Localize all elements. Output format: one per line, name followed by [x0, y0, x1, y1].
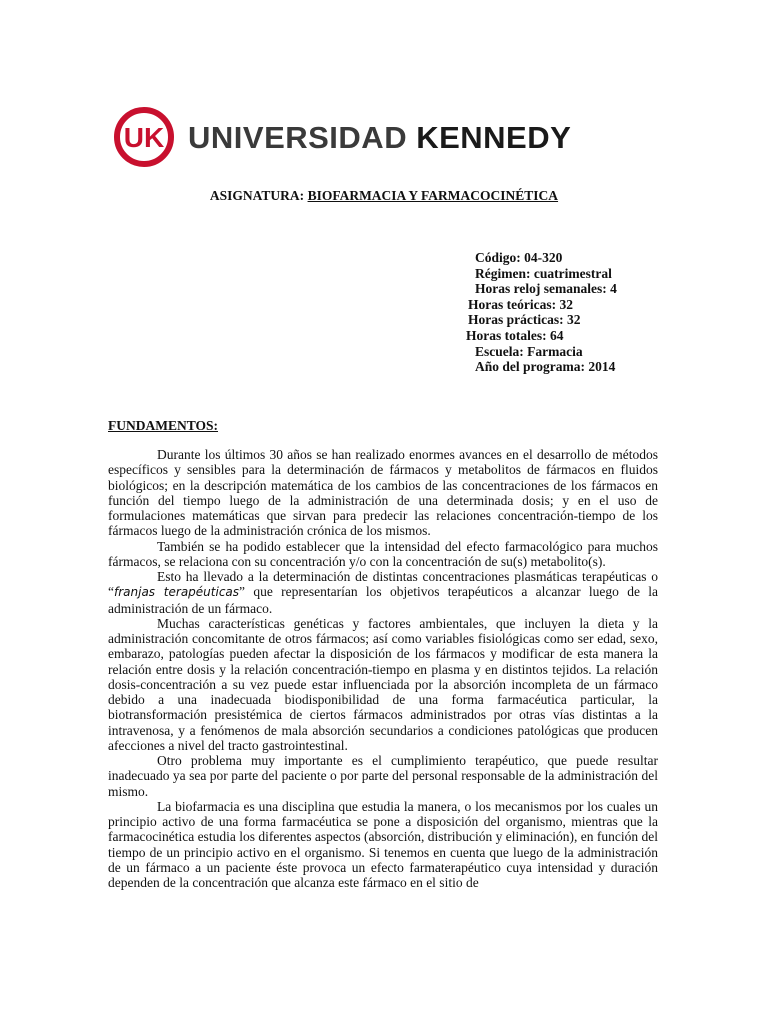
meta-weekly-hours: Horas reloj semanales: 4 — [475, 281, 617, 297]
section-body — [108, 447, 658, 890]
paragraph-3-end: ” que representarían los objetivos terapéuticos a alcanzar luego de la administración de un fármaco. — [108, 584, 658, 616]
logo-wordmark — [188, 120, 571, 156]
meta-total-hours: Horas totales: 64 — [466, 327, 564, 343]
paragraph-3-start: Esto ha llevado a la determinación de distintas concentraciones plasmáticas terapéuticas o “ — [108, 569, 658, 600]
subject-heading — [0, 188, 768, 204]
meta-school: Escuela: Farmacia — [475, 343, 583, 359]
university-logo — [108, 106, 572, 168]
logo-name-part1: UNIVERSIDAD — [188, 120, 408, 155]
subject-label: ASIGNATURA: — [209, 188, 305, 203]
course-meta — [466, 250, 617, 375]
paragraph-4: Muchas características genéticas y factores ambientales, que incluyen la dieta y la administración concomitante de otros fármacos; así como variables fisiológicas como ser edad, sexo, embarazo, patologías pueden afectar la disposición de los fármacos y modificar de esta manera la relación entre dosis y la relación concentración-tiempo en plasma y en distintos tejidos. La relación dosis-concentración a su vez puede estar influenciada por la absorción incompleta de un fármaco debido a una inadecuada biodisponibilidad de una forma farmacéutica particular, la biotransformación presistémica de ciertos fármacos administrados por otras vías distintas a la intravenosa, y a fenómenos de mala absorción secundarios a condiciones patológicas que producen afecciones a nivel del tracto gastrointestinal. — [108, 615, 658, 753]
meta-practice-hours: Horas prácticas: 32 — [468, 312, 581, 328]
section-title: FUNDAMENTOS: — [108, 418, 219, 433]
paragraph-1: Durante los últimos 30 años se han realizado enormes avances en el desarrollo de métodos específicos y sensibles para la determinación de fármacos y metabolitos de fármacos en fluidos biológicos; en la descripción matemática de los cambios de las concentraciones de los fármacos en función del tiempo luego de la administración de una determinada dosis; y en el uso de formulaciones matemáticas que sirvan para predecir las relaciones concentración-tiempo de los fármacos luego de la administración crónica de los mismos. — [108, 447, 658, 539]
uk-logo-icon — [108, 106, 180, 168]
paragraph-3 — [108, 569, 658, 616]
paragraph-6: La biofarmacia es una disciplina que estudia la manera, o los mecanismos por los cuales un principio activo de una forma farmacéutica se pone a disposición del organismo, mientras que la farmacocinética estudia los diferentes aspectos (absorción, distribución y eliminación), en función del tiempo de un principio activo en el organismo. Si tenemos en cuenta que luego de la administración de un fármaco a un paciente éste provoca un efecto farmaterapéutico cuya intensidad y duración dependen de la concentración que alcanza este fármaco en el sitio de — [108, 798, 658, 890]
meta-regime: Régimen: cuatrimestral — [475, 265, 612, 281]
meta-code: Código: 04-320 — [475, 250, 563, 265]
subject-name: BIOFARMACIA Y FARMACOCINÉTICA — [307, 188, 559, 203]
paragraph-3-italic: franjas terapéuticas — [114, 585, 240, 600]
meta-theory-hours: Horas teóricas: 32 — [468, 296, 573, 312]
meta-program-year: Año del programa: 2014 — [475, 359, 616, 375]
paragraph-5: Otro problema muy importante es el cumplimiento terapéutico, que puede resultar inadecuado ya sea por parte del paciente o por parte del personal responsable de la administración del mismo. — [108, 753, 658, 799]
logo-name-part2: KENNEDY — [416, 120, 572, 155]
paragraph-2: También se ha podido establecer que la intensidad del efecto farmacológico para muchos fármacos, se relaciona con su concentración y/o con la concentración de su(s) metabolito(s). — [108, 538, 658, 569]
logo-initials: UK — [123, 122, 165, 153]
